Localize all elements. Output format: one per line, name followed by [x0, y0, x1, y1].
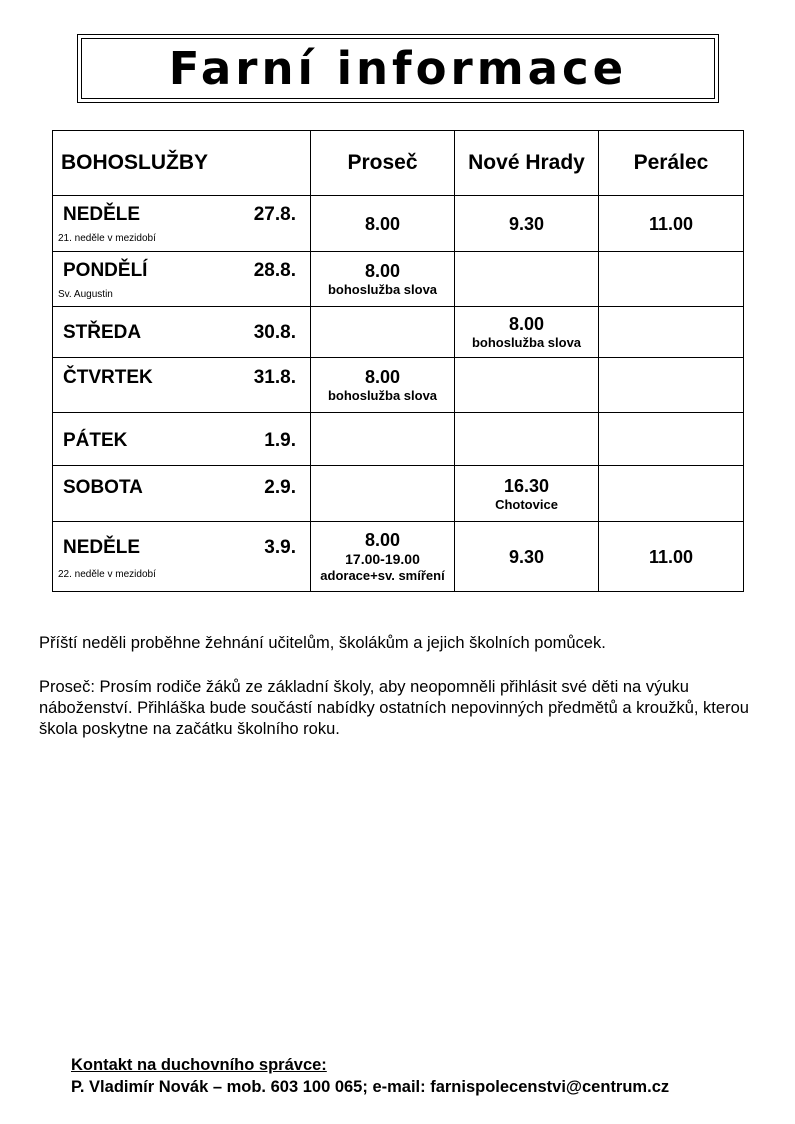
service-time-cell: [311, 307, 455, 358]
day-name: PONDĚLÍ: [63, 260, 148, 281]
day-cell: [53, 307, 311, 358]
service-time: 8.00: [508, 314, 545, 334]
service-time-cell: [599, 196, 744, 252]
day-cell: [53, 522, 311, 592]
service-time-cell: [311, 466, 455, 522]
day-name: SOBOTA: [63, 477, 143, 498]
service-time-cell: [599, 466, 744, 522]
service-time-cell: [455, 413, 599, 466]
day-date: 30.8.: [253, 322, 296, 343]
service-time: 8.00: [364, 261, 401, 281]
service-time-range: 17.00-19.00: [345, 551, 420, 567]
title-inner-frame: [81, 38, 715, 99]
day-date: 28.8.: [253, 260, 296, 281]
service-time: 8.00: [364, 530, 401, 550]
announcement-paragraph: Příští neděli proběhne žehnání učitelům, školákům a jejich školních pomůcek.: [39, 634, 606, 652]
location-header: Proseč: [311, 131, 455, 196]
service-time-cell: [599, 358, 744, 413]
table-row: [53, 252, 744, 307]
service-note: bohoslužba slova: [471, 335, 582, 350]
day-cell: [53, 358, 311, 413]
services-header: BOHOSLUŽBY: [53, 131, 311, 196]
day-date: 1.9.: [264, 430, 296, 451]
table-row: [53, 307, 744, 358]
day-cell: [53, 413, 311, 466]
service-time-cell: [455, 522, 599, 592]
location-header: Perálec: [599, 131, 744, 196]
service-time-cell: [599, 252, 744, 307]
table-row: [53, 358, 744, 413]
service-time: 11.00: [648, 213, 694, 234]
day-note: Sv. Augustin: [58, 289, 113, 300]
table-row: [53, 196, 744, 252]
service-time-cell: [455, 358, 599, 413]
day-name: NEDĚLE: [63, 537, 141, 558]
service-time: 11.00: [648, 546, 694, 567]
location-header: Nové Hrady: [455, 131, 599, 196]
service-time: 8.00: [364, 213, 401, 234]
day-date: 27.8.: [253, 204, 296, 225]
table-row: [53, 466, 744, 522]
service-time-cell: [455, 252, 599, 307]
service-time-cell: [599, 522, 744, 592]
service-note: bohoslužba slova: [327, 388, 438, 403]
service-time-cell: [599, 413, 744, 466]
service-time-cell: [311, 522, 455, 592]
day-cell: [53, 252, 311, 307]
service-time-cell: [311, 413, 455, 466]
contact-block: [71, 1054, 669, 1098]
service-note: bohoslužba slova: [327, 282, 438, 297]
service-time: 8.00: [364, 367, 401, 387]
day-name: ČTVRTEK: [63, 367, 153, 388]
day-date: 31.8.: [253, 367, 296, 388]
announcement-paragraph: Proseč: Prosím rodiče žáků ze základní školy, aby neopomněli přihlásit své děti na výuku náboženství. Přihláška bude součástí nabídky ostatních nepovinných předmětů a kroužků, kterou škola poskytne na začátku školního roku.: [39, 678, 749, 738]
day-date: 2.9.: [264, 477, 296, 498]
day-note: 22. neděle v mezidobí: [58, 569, 156, 580]
day-name: NEDĚLE: [63, 204, 141, 225]
table-header-row: [53, 131, 744, 196]
service-time-cell: [311, 196, 455, 252]
table-row: [53, 413, 744, 466]
service-time: 9.30: [508, 546, 545, 567]
service-time: 16.30: [503, 475, 550, 496]
service-time-cell: [455, 196, 599, 252]
service-time: 9.30: [508, 213, 545, 234]
table-row: [53, 522, 744, 592]
contact-heading: Kontakt na duchovního správce:: [71, 1056, 327, 1074]
day-name: PÁTEK: [63, 430, 128, 451]
day-cell: [53, 466, 311, 522]
day-name: STŘEDA: [63, 322, 142, 343]
service-time-cell: [311, 358, 455, 413]
title-frame: [77, 34, 719, 103]
service-time-cell: [311, 252, 455, 307]
service-note: adorace+sv. smíření: [320, 568, 445, 583]
service-note: Chotovice: [495, 496, 558, 512]
day-cell: [53, 196, 311, 252]
day-date: 3.9.: [264, 537, 296, 558]
day-note: 21. neděle v mezidobí: [58, 233, 156, 244]
page-title: Farní informace: [168, 42, 628, 95]
service-time-cell: [599, 307, 744, 358]
service-time-cell: [455, 307, 599, 358]
contact-line: P. Vladimír Novák – mob. 603 100 065; e-mail: farnispolecenstvi@centrum.cz: [71, 1078, 670, 1096]
schedule-table: [52, 130, 744, 592]
service-time-cell: [455, 466, 599, 522]
